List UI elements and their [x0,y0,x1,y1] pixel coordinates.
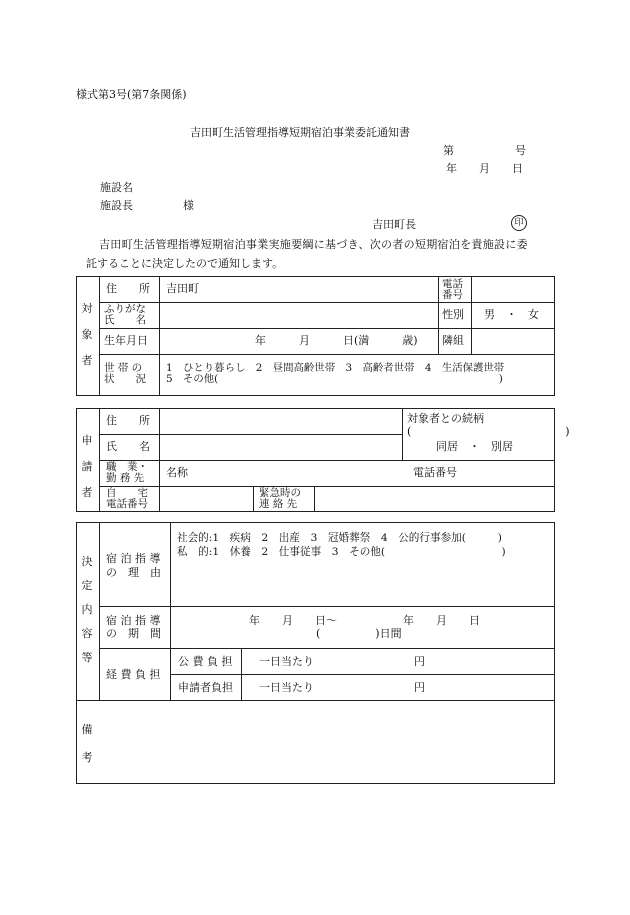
document-number-suffix: 号 [515,144,526,157]
facility-name-label: 施設名 [100,181,133,194]
applicant-relation-label: 対象者との続柄 [407,412,484,425]
subject-address-value: 吉田町 [166,282,199,295]
document-title: 吉田町生活管理指導短期宿泊事業委託通知書 [190,126,410,139]
form-number: 様式第3号(第7条関係) [76,88,187,101]
issue-date: 年 月 日 [446,162,523,175]
subject-neighborhood-label: 隣組 [442,334,464,347]
subject-birth-label: 生年月日 [104,334,148,347]
applicant-home-phone-label: 自 宅 電話番号 [106,487,148,510]
applicant-cost-unit: 円 [414,681,425,694]
applicant-relation-field: ( ) [407,425,570,438]
subject-section-label: 対 象 者 [81,302,93,367]
body-text-line-1: 吉田町生活管理指導短期宿泊事業実施要綱に基づき、次の者の短期宿泊を貴施設に委 [99,238,528,251]
applicant-relation-options: 同居 ・ 別居 [436,440,513,453]
subject-name-label: ふりがな 氏 名 [104,303,146,326]
body-text-line-2: 託することに決定したので通知します。 [86,257,284,270]
issuer-name: 吉田町長 [372,218,416,231]
applicant-section-label: 申 請 者 [81,434,93,499]
remarks-label: 備 考 [81,723,93,764]
public-cost-unit: 円 [414,655,425,668]
cost-label: 経 費 負 担 [106,668,161,681]
applicant-cost-value: 一日当たり [259,681,314,694]
seal-mark: 印 [511,215,527,231]
reason-options: 社会的:1 疾病 2 出産 3 冠婚葬祭 4 公的行事参加( ) 私 的:1 休養 2 仕事従事 3 その他( ) [177,532,506,558]
reason-label: 宿 泊 指 導 の 理 由 [106,552,161,579]
decision-section-label: 決 定 内 容 等 [81,555,93,664]
applicant-job-phone-label: 電話番号 [413,466,457,479]
applicant-address-label: 住 所 [106,414,150,427]
applicant-name-label: 氏 名 [106,440,150,453]
subject-birth-value: 年 月 日(満 歳) [255,334,418,347]
subject-household-options: 1 ひとり暮らし 2 昼間高齢世帯 3 高齢者世帯 4 生活保護世帯 5 その他( ) [166,362,505,385]
applicant-job-name-label: 名称 [166,466,188,479]
subject-sex-options: 男 ・ 女 [484,308,539,321]
public-cost-value: 一日当たり [259,655,314,668]
applicant-cost-label: 申請者負担 [178,681,233,694]
subject-phone-label: 電話 番号 [442,278,463,301]
document-number-prefix: 第 [443,144,454,157]
subject-household-label: 世 帯 の 状 況 [104,362,146,385]
period-dates: 年 月 日～ 年 月 日 [249,614,480,627]
period-label: 宿 泊 指 導 の 期 間 [106,614,161,640]
facility-head-label: 施設長 [100,199,133,212]
subject-sex-label: 性別 [442,308,464,321]
honorific: 様 [183,199,194,212]
public-cost-label: 公 費 負 担 [178,655,233,668]
applicant-job-label: 職 業・ 勤 務 先 [106,461,148,484]
applicant-emergency-label: 緊急時の 連 絡 先 [259,487,301,510]
period-days: ( )日間 [316,627,402,640]
subject-address-label: 住 所 [106,282,150,295]
